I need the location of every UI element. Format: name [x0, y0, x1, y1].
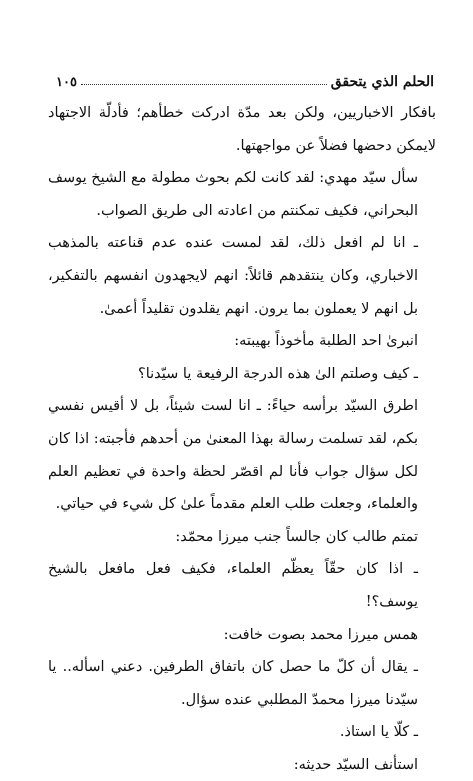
paragraph: ـ يقال أن كلّ ما حصل كان باتفاق الطرفين. دعني اسأله.. يا سيّدنا ميرزا محمدّ المطلبي عنده سؤال. [48, 659, 418, 708]
paragraph: استأنف السيّد حديثه: [293, 756, 418, 773]
paragraph: اطرق السيّد برأسه حياءً: ـ انا لست شيئاً، بل لا أقيس نفسي بكم، لقد تسلمت رسالة بهذا المعنىٰ من أحدهم فأجبته: اذا كان لكل سؤال جواب فأنا لم اقصّر لحظة واحدة في تعظيم العلم والعلماء، وجعلت طلب العلم مقدماً علىٰ كل شيء في حياتي. [48, 398, 418, 513]
paragraph: بافكار الاخباريين، ولكن بعد مدّة ادركت خطأهم؛ فأدلّة الاجتهاد لايمكن دحضها فضلاً عن مواجهتها. [48, 105, 436, 154]
body-text [48, 97, 436, 781]
paragraph: سأل سيّد مهدي: لقد كانت لكم بحوث مطولة مع الشيخ يوسف البحراني، فكيف تمكنتم من اعادته الى طريق الصواب. [48, 170, 418, 219]
paragraph: ـ انا لم افعل ذلك، لقد لمست عنده عدم قناعته بالمذهب الاخباري، وكان ينتقدهم قائلاً: انهم لايجهدون انفسهم بالتفكير، بل انهم لا يعملون بما يرون. انهم يقلدون تقليداً أعمىٰ. [48, 235, 418, 317]
paragraph: ـ كيف وصلتم الىٰ هذه الدرجة الرفيعة يا سيّدنا؟ [138, 365, 418, 382]
paragraph: انبرىٰ احد الطلبة مأخوذاً بهيبته: [234, 333, 418, 350]
paragraph: ـ كلّا يا استاذ. [339, 724, 418, 741]
running-header [56, 68, 434, 90]
running-title: الحلم الذي يتحقق [330, 74, 434, 90]
paragraph: ـ اذا كان حقّاً يعظّم العلماء، فكيف فعل مافعل بالشيخ يوسف؟! [48, 561, 418, 610]
page-number: ١٠٥ [56, 75, 77, 90]
paragraph: تمتم طالب كان جالساً جنب ميرزا محمّد: [175, 528, 418, 545]
paragraph: همس ميرزا محمد بصوت خافت: [223, 626, 418, 643]
dotted-leader [81, 83, 327, 85]
